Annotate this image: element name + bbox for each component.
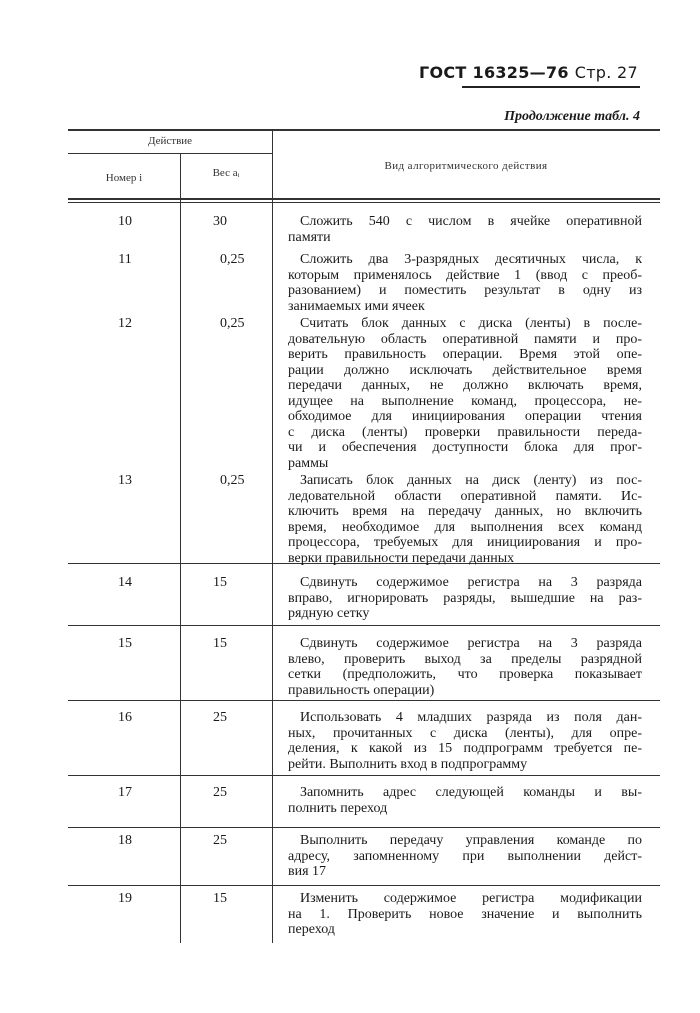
description-line: процессора, требуемых для инициирования и про- — [288, 535, 642, 550]
description-line: Сложить два 3-разрядных десятичных числа, к — [300, 252, 642, 267]
group-header: Действие — [147, 135, 193, 147]
row-weight: 0,25 — [220, 473, 245, 488]
description-line: Записать блок данных на диск (ленту) из пос- — [300, 473, 642, 488]
row-weight: 15 — [213, 636, 227, 651]
description-line: ключить время на передачу данных, но включить — [288, 504, 642, 519]
page-number: Стр. 27 — [574, 63, 638, 82]
description-line: сетки (предположить, что проверка показывает — [288, 667, 642, 682]
column-header-number: Номер i — [105, 172, 143, 184]
row-number: 18 — [118, 833, 132, 848]
row-description — [288, 636, 642, 698]
description-line: правильность операции) — [288, 682, 435, 698]
row-number: 16 — [118, 710, 132, 725]
description-line: влево, проверить выход за пределы разрядной — [288, 651, 642, 667]
description-line: Изменить содержимое регистра модификации — [300, 891, 642, 906]
row-description — [288, 214, 642, 245]
standard-id: ГОСТ 16325—76 — [418, 63, 569, 82]
row-number: 15 — [118, 636, 132, 651]
group-header-rule — [68, 153, 272, 154]
description-line: памяти — [288, 229, 331, 245]
table-top-rule — [68, 129, 660, 131]
description-line: идущее на выполнение команд, процессора, не- — [288, 393, 642, 409]
description-line: довательную область оперативной памяти и про- — [288, 331, 642, 347]
row-number: 17 — [118, 785, 132, 800]
row-separator — [68, 700, 660, 701]
row-weight: 15 — [213, 891, 227, 906]
header-bottom-rule — [68, 198, 660, 200]
description-line: чи и обеспечения доступности блока для прог- — [288, 440, 642, 455]
description-line: вправо, игнорировать разряды, вышедшие на раз- — [288, 590, 642, 606]
row-description — [288, 891, 642, 938]
description-line: Сложить 540 с числом в ячейке оперативной — [300, 214, 642, 229]
column-divider — [180, 153, 181, 943]
row-number: 13 — [118, 473, 132, 488]
row-weight: 0,25 — [220, 252, 245, 267]
row-separator — [68, 775, 660, 776]
description-line: переход — [288, 922, 335, 937]
page-header — [419, 63, 638, 82]
row-number: 19 — [118, 891, 132, 906]
row-weight: 0,25 — [220, 316, 245, 331]
row-separator — [68, 885, 660, 886]
description-line: Сдвинуть содержимое регистра на 3 разряда — [300, 575, 642, 590]
row-weight: 15 — [213, 575, 227, 590]
row-number: 11 — [118, 252, 132, 267]
description-line: Использовать 4 младших разряда из поля дан- — [300, 710, 642, 725]
row-number: 12 — [118, 316, 132, 331]
row-separator — [68, 625, 660, 626]
description-line: Сдвинуть содержимое регистра на 3 разряда — [300, 636, 642, 651]
row-weight: 30 — [213, 214, 227, 229]
description-line: на 1. Проверить новое значение и выполнить — [288, 906, 642, 922]
description-line: рядную сетку — [288, 606, 370, 621]
row-weight: 25 — [213, 710, 227, 725]
column-header-description: Вид алгоритмического действия — [384, 160, 548, 172]
column-divider — [272, 131, 273, 943]
row-description — [288, 575, 642, 622]
row-number: 14 — [118, 575, 132, 590]
description-line: Считать блок данных с диска (ленты) в после- — [300, 316, 642, 331]
row-description — [288, 833, 642, 880]
row-number: 10 — [118, 214, 132, 229]
row-description — [288, 252, 642, 314]
column-header-weight: Вес aᵢ — [212, 167, 240, 179]
description-line: деления, к какой из 15 подпрограмм требуется пе- — [288, 741, 642, 756]
description-line: ных, прочитанных с диска (ленты), для опре- — [288, 725, 642, 741]
description-line: рации должно исключать действительное время — [288, 362, 642, 378]
description-line: обходимое для инициирования операции чтения — [288, 409, 642, 424]
description-line: Запомнить адрес следующей команды и вы- — [300, 785, 642, 800]
description-line: рейти. Выполнить вход в подпрограмму — [288, 756, 528, 772]
description-line: занимаемых ими ячеек — [288, 298, 425, 314]
description-line: время, необходимое для выполнения всех команд — [288, 519, 642, 535]
description-line: которым применялось действие 1 (ввод с преоб- — [288, 267, 642, 283]
description-line: ледовательной области оперативной памяти. Ис- — [288, 488, 642, 504]
row-description — [288, 473, 642, 566]
row-weight: 25 — [213, 833, 227, 848]
description-line: верки правильности передачи данных — [288, 550, 515, 566]
header-rule — [462, 86, 640, 88]
row-weight: 25 — [213, 785, 227, 800]
description-line: полнить переход — [288, 800, 388, 816]
row-description — [288, 710, 642, 772]
table-continuation-caption: Продолжение табл. 4 — [504, 109, 640, 124]
description-line: разованием) и поместить результат в одну из — [288, 283, 642, 298]
description-line: верить правильность операции. Время этой опе- — [288, 347, 642, 362]
description-line: Выполнить передачу управления команде по — [300, 833, 642, 848]
description-line: раммы — [288, 455, 329, 471]
row-description — [288, 316, 642, 471]
description-line: адресу, запомненному при выполнении дейст- — [288, 848, 642, 864]
header-bottom-rule-2 — [68, 202, 660, 203]
description-line: с диска (ленты) проверки правильности переда- — [288, 424, 642, 440]
row-separator — [68, 827, 660, 828]
description-line: вия 17 — [288, 864, 327, 879]
description-line: передачи данных, не должно включать время, — [288, 378, 642, 393]
row-description — [288, 785, 642, 816]
